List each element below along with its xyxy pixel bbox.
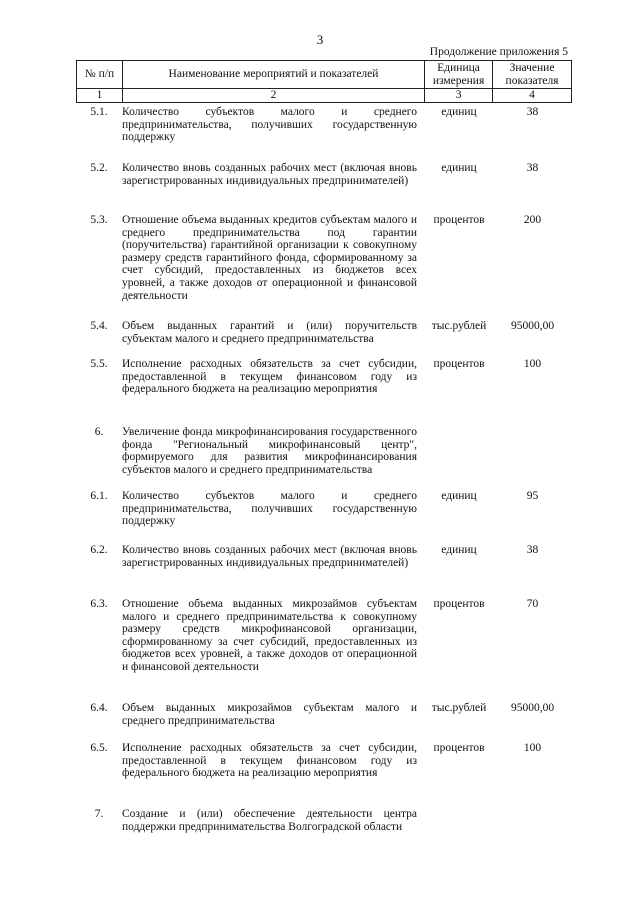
row-number: 5.3.: [90, 214, 108, 226]
row-unit: единиц: [441, 490, 477, 502]
row-value: 95000,00: [510, 702, 555, 714]
table-row: [76, 702, 572, 742]
table-row: [76, 426, 572, 490]
row-name: Количество субъектов малого и среднего предпринимательства, получивших государственную поддержку: [122, 106, 417, 144]
row-name: Отношение объема выданных кредитов субъектам малого и среднего предпринимательства под гарантии (поручительства) гарантийной организации к совокупному размеру средств гарантийного фонда, сформированному за счет субсидий, предоставленных из бюджетов всех уровней, а также доходов от операционной и финансовой деятельности: [122, 214, 417, 302]
row-value: 70: [526, 598, 539, 610]
row-number: 6.4.: [90, 702, 108, 714]
header-col-number: № п/п: [77, 61, 123, 89]
row-name: Отношение объема выданных микрозаймов субъектам малого и среднего предпринимательства к совокупному размеру средств микрофинансовой организации, сформированному за счет субсидий, предоставленных из бюджетов всех уровней, а также доходов от операционной и финансовой деятельности: [122, 598, 417, 673]
table-header: [76, 60, 572, 103]
row-value: 38: [526, 544, 539, 556]
row-name: Количество субъектов малого и среднего предпринимательства, получивших государственную поддержку: [122, 490, 417, 528]
table-row: [76, 742, 572, 808]
header-col-unit: Единица измерения: [425, 61, 493, 89]
row-unit: процентов: [433, 598, 485, 610]
row-number: 6.5.: [90, 742, 108, 754]
row-unit: единиц: [441, 162, 477, 174]
row-name: Объем выданных микрозаймов субъектам малого и среднего предпринимательства: [122, 702, 417, 727]
row-name: Создание и (или) обеспечение деятельности центра поддержки предпринимательства Волгоградской области: [122, 808, 417, 833]
row-unit: процентов: [433, 214, 485, 226]
row-name: Количество вновь созданных рабочих мест (включая вновь зарегистрированных индивидуальных предпринимателей): [122, 162, 417, 187]
row-number: 5.4.: [90, 320, 108, 332]
row-value: 95000,00: [510, 320, 555, 332]
row-number: 5.1.: [90, 106, 108, 118]
row-number: 7.: [94, 808, 104, 820]
header-col-name: Наименование мероприятий и показателей: [122, 61, 424, 89]
row-number: 6.1.: [90, 490, 108, 502]
table-row: [76, 598, 572, 702]
row-unit: процентов: [433, 742, 485, 754]
row-value: 100: [523, 742, 542, 754]
row-name: Количество вновь созданных рабочих мест (включая вновь зарегистрированных индивидуальных предпринимателей): [122, 544, 417, 569]
table-body: [76, 106, 572, 852]
row-unit: тыс.рублей: [431, 320, 487, 332]
header-index-3: 3: [425, 89, 493, 103]
table-row: [76, 544, 572, 598]
row-value: 200: [523, 214, 542, 226]
table-row: [76, 358, 572, 426]
header-index-2: 2: [122, 89, 424, 103]
table-row: [76, 490, 572, 544]
table-row: [76, 106, 572, 162]
table-row: [76, 162, 572, 214]
row-number: 6.: [94, 426, 104, 438]
row-value: 100: [523, 358, 542, 370]
row-unit: единиц: [441, 106, 477, 118]
table-row: [76, 808, 572, 852]
header-col-value: Значение показателя: [493, 61, 572, 89]
header-index-1: 1: [77, 89, 123, 103]
row-number: 5.5.: [90, 358, 108, 370]
row-name: Исполнение расходных обязательств за счет субсидии, предоставленной в текущем финансовом году из федерального бюджета на реализацию мероприятия: [122, 742, 417, 780]
header-row: [77, 61, 572, 89]
page-number: 3: [316, 32, 324, 47]
row-number: 5.2.: [90, 162, 108, 174]
header-index-row: [77, 89, 572, 103]
row-name: Исполнение расходных обязательств за счет субсидии, предоставленной в текущем финансовом году из федерального бюджета на реализацию мероприятия: [122, 358, 417, 396]
row-number: 6.3.: [90, 598, 108, 610]
row-number: 6.2.: [90, 544, 108, 556]
table-row: [76, 320, 572, 358]
row-value: 38: [526, 162, 539, 174]
row-name: Объем выданных гарантий и (или) поручительств субъектам малого и среднего предпринимательства: [122, 320, 417, 345]
row-unit: тыс.рублей: [431, 702, 487, 714]
row-unit: единиц: [441, 544, 477, 556]
row-value: 95: [526, 490, 539, 502]
row-unit: процентов: [433, 358, 485, 370]
appendix-continuation-label: Продолжение приложения 5: [429, 46, 568, 58]
row-value: 38: [526, 106, 539, 118]
table-row: [76, 214, 572, 320]
header-index-4: 4: [493, 89, 572, 103]
row-name: Увеличение фонда микрофинансирования государственного фонда "Региональный микрофинансовый центр", формируемого для развития микрофинансирования субъектов малого и среднего предпринимательства: [122, 426, 417, 476]
